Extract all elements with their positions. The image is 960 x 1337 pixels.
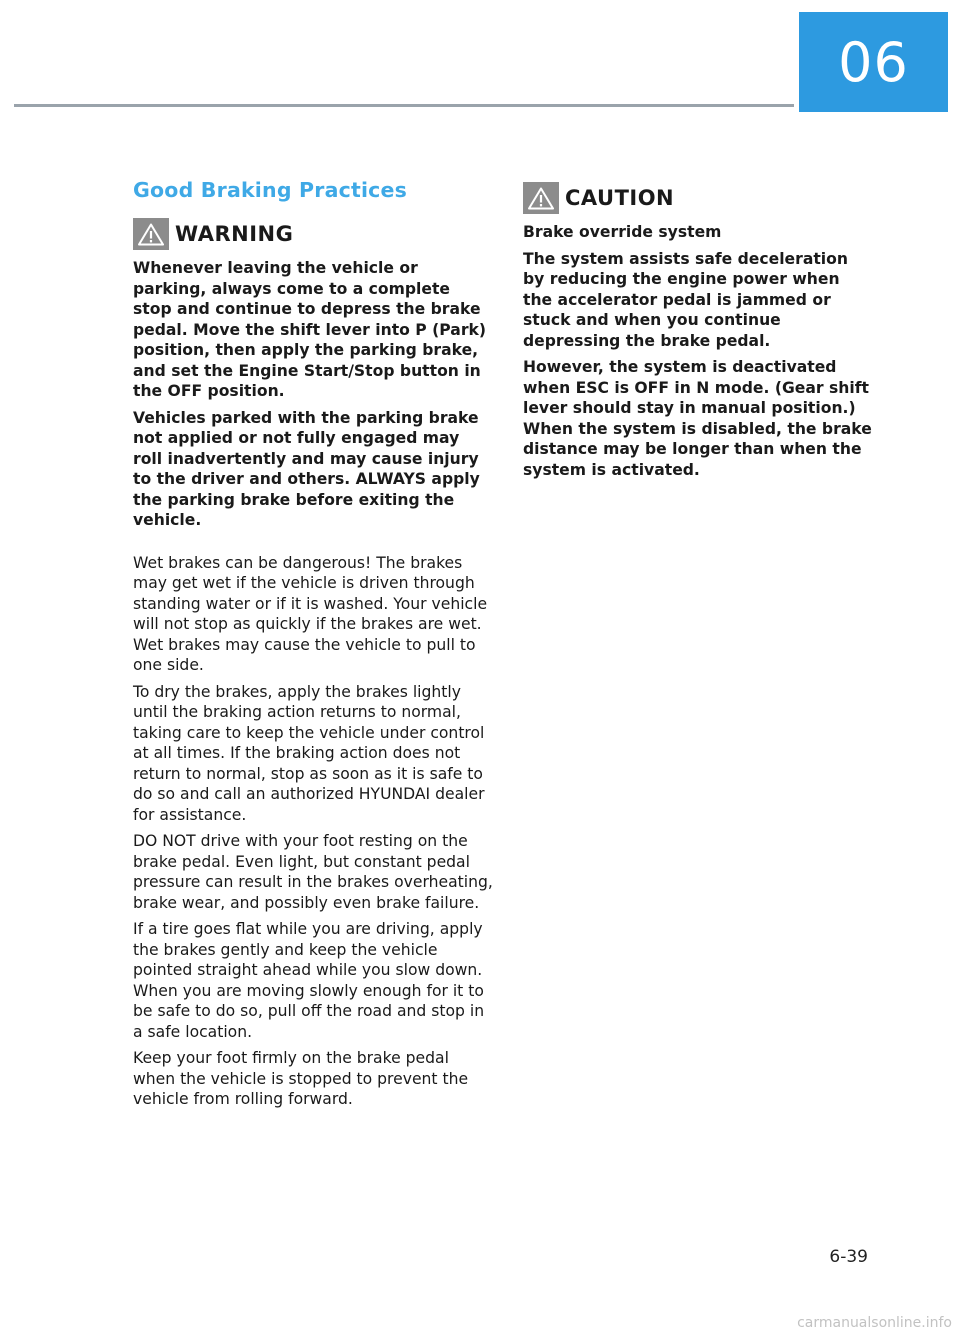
warning-header bbox=[133, 218, 493, 250]
body-paragraph: If a tire goes flat while you are driving, apply the brakes gently and keep the vehicle pointed straight ahead while you slow down. When you are moving slowly enough for it to be safe to do so, pull off the road and stop in a safe location. bbox=[133, 920, 485, 1041]
warning-triangle-icon bbox=[523, 182, 559, 214]
caution-title: CAUTION bbox=[565, 186, 675, 210]
page-number: 6-39 bbox=[829, 1247, 868, 1267]
chapter-tab: 06 bbox=[799, 12, 948, 112]
body-paragraph: To dry the brakes, apply the brakes lightly until the braking action returns to normal, taking care to keep the vehicle under control at all times. If the braking action does not return to normal, stop as soon as it is safe to do so and call an authorized HYUNDAI dealer for assistance. bbox=[133, 682, 485, 824]
warning-paragraph: Whenever leaving the vehicle or parking, always come to a complete stop and continue to depress the brake pedal. Move the shift lever into P (Park) position, then apply the parking brake, and set the Engine Start/Stop button in the OFF position. bbox=[133, 259, 487, 400]
caution-subtitle: Brake override system bbox=[523, 223, 722, 241]
warning-triangle-icon bbox=[133, 218, 169, 250]
body-paragraph: DO NOT drive with your foot resting on the brake pedal. Even light, but constant pedal pressure can result in the brakes overheating, brake wear, and possibly even brake failure. bbox=[133, 832, 493, 912]
warning-title: WARNING bbox=[175, 222, 294, 246]
right-column bbox=[523, 182, 873, 486]
section-title: Good Braking Practices bbox=[133, 178, 408, 202]
body-paragraph: Keep your foot firmly on the brake pedal when the vehicle is stopped to prevent the vehicle from rolling forward. bbox=[133, 1049, 469, 1108]
header-rule bbox=[14, 104, 794, 107]
caution-box bbox=[523, 182, 873, 480]
caution-paragraph: The system assists safe deceleration by reducing the engine power when the accelerator pedal is jammed or stuck and when you continue depressing the brake pedal. bbox=[523, 249, 848, 350]
warning-paragraph: Vehicles parked with the parking brake not applied or not fully engaged may roll inadvertently and may cause injury to the driver and others. ALWAYS apply the parking brake before exiting the vehicle. bbox=[133, 408, 480, 529]
watermark: carmanualsonline.info bbox=[797, 1315, 952, 1331]
caution-paragraph: However, the system is deactivated when ESC is OFF in N mode. (Gear shift lever should stay in manual position.) When the system is disabled, the brake distance may be longer than when the system is activated. bbox=[523, 358, 872, 479]
left-column bbox=[133, 178, 493, 1116]
warning-box bbox=[133, 218, 493, 531]
body-paragraph: Wet brakes can be dangerous! The brakes may get wet if the vehicle is driven through standing water or if it is washed. Your vehicle will not stop as quickly if the brakes are wet. Wet brakes may cause the vehicle to pull to one side. bbox=[133, 553, 488, 674]
caution-header bbox=[523, 182, 873, 214]
